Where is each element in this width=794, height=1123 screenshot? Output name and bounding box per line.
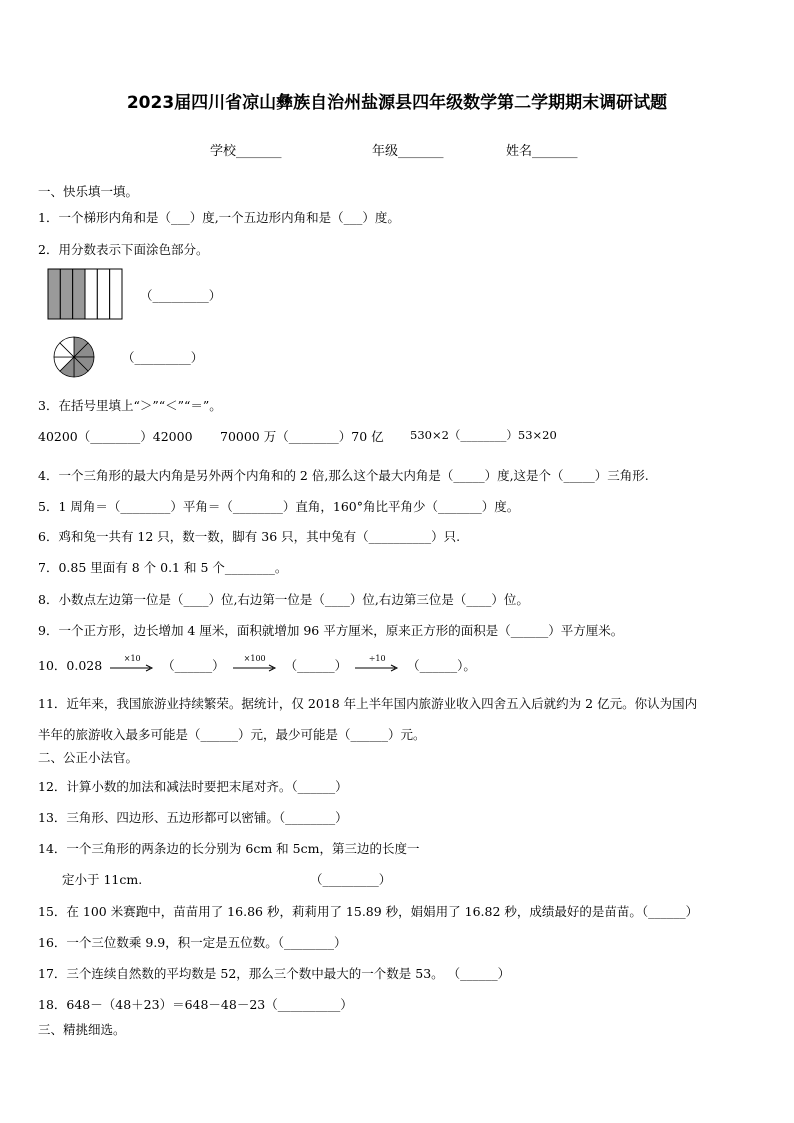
shaded-circle-figure (52, 335, 96, 379)
right-arrow-icon (233, 664, 277, 672)
question-11-line-2: 半年的旅游收入最多可能是（______）元，最少可能是（______）元。 (38, 727, 426, 742)
arrow-divide-10 (355, 653, 399, 674)
arrow-label-3: ÷10 (368, 653, 386, 663)
page-title: 2023届四川省凉山彝族自治州盐源县四年级数学第二学期期末调研试题 (126, 93, 668, 113)
question-6: 6．鸡和兔一共有 12 只，数一数，脚有 36 只，其中兔有（__________）只. (38, 529, 461, 544)
q3-compare-c: 530×2（________）53×20 (410, 428, 557, 442)
right-arrow-icon (110, 664, 154, 672)
question-12: 12．计算小数的加法和减法时要把末尾对齐。（______） (38, 779, 348, 794)
question-14-line-2: 定小于 11cm. (62, 872, 143, 887)
question-5: 5．1 周角＝（________）平角＝（________）直角，160°角比平角少（_______）度。 (38, 499, 520, 514)
shaded-rectangle-figure (47, 268, 123, 320)
grade-field[interactable]: 年级_______ (372, 144, 444, 159)
shaded-strip (48, 269, 60, 319)
arrow-times-10 (110, 653, 154, 674)
question-2: 2．用分数表示下面涂色部分。 (38, 242, 209, 257)
question-11-line-1: 11．近年来，我国旅游业持续繁荣。据统计，仅 2018 年上半年国内旅游业收入四舍五入后就约为 2 亿元。你认为国内 (38, 696, 698, 711)
question-17: 17．三个连续自然数的平均数是 52，那么三个数中最大的一个数是 53。 （______） (38, 966, 511, 981)
shaded-strip (73, 269, 85, 319)
q10-blank-3[interactable]: （______）。 (407, 658, 476, 673)
question-15: 15．在 100 米赛跑中，苗苗用了 16.86 秒，莉莉用了 15.89 秒，娟娟用了 16.82 秒，成绩最好的是苗苗。（______） (38, 904, 699, 919)
section-heading-2: 二、公正小法官。 (38, 750, 139, 765)
q10-blank-1[interactable]: （______） (162, 658, 225, 673)
q2-answer-blank-2[interactable]: （_________） (122, 350, 204, 365)
arrow-label-2: ×100 (243, 653, 266, 663)
q3-compare-b: 70000 万（________）70 亿 (220, 429, 384, 444)
question-14-line-1: 14．一个三角形的两条边的长分别为 6cm 和 5cm，第三边的长度一 (38, 841, 420, 856)
question-18: 18．648－（48＋23）＝648－48－23（__________） (38, 997, 353, 1012)
question-10 (38, 653, 476, 674)
shaded-strip (60, 269, 72, 319)
q10-start: 10．0.028 (38, 658, 103, 673)
question-9: 9．一个正方形，边长增加 4 厘米，面积就增加 96 平方厘米，原来正方形的面积是（______）平方厘米。 (38, 623, 624, 638)
right-arrow-icon (355, 664, 399, 672)
arrow-times-100 (233, 653, 277, 674)
question-16: 16．一个三位数乘 9.9，积一定是五位数。（________） (38, 935, 347, 950)
question-3: 3．在括号里填上“＞”“＜”“＝”。 (38, 398, 222, 413)
q10-blank-2[interactable]: （______） (284, 658, 348, 673)
section-heading-1: 一、快乐填一填。 (38, 184, 139, 199)
question-13: 13．三角形、四边形、五边形都可以密铺。（________） (38, 810, 348, 825)
arrow-label-1: ×10 (123, 653, 141, 663)
question-1: 1．一个梯形内角和是（___）度,一个五边形内角和是（___）度。 (38, 210, 400, 225)
unshaded-strip (85, 269, 97, 319)
name-field[interactable]: 姓名_______ (506, 144, 578, 159)
school-field[interactable]: 学校_______ (210, 144, 282, 159)
q2-answer-blank-1[interactable]: （_________） (140, 288, 222, 303)
question-8: 8．小数点左边第一位是（____）位,右边第一位是（____）位,右边第三位是（____）位。 (38, 592, 529, 607)
question-4: 4．一个三角形的最大内角是另外两个内角和的 2 倍,那么这个最大内角是（_____）度,这是个（_____）三角形. (38, 468, 649, 483)
q14-answer-blank[interactable]: （_________） (310, 872, 392, 887)
question-7: 7．0.85 里面有 8 个 0.1 和 5 个________。 (38, 560, 288, 575)
section-heading-3: 三、精挑细选。 (38, 1022, 126, 1037)
q3-compare-a: 40200（________）42000 (38, 429, 193, 444)
unshaded-strip (110, 269, 122, 319)
unshaded-strip (97, 269, 109, 319)
